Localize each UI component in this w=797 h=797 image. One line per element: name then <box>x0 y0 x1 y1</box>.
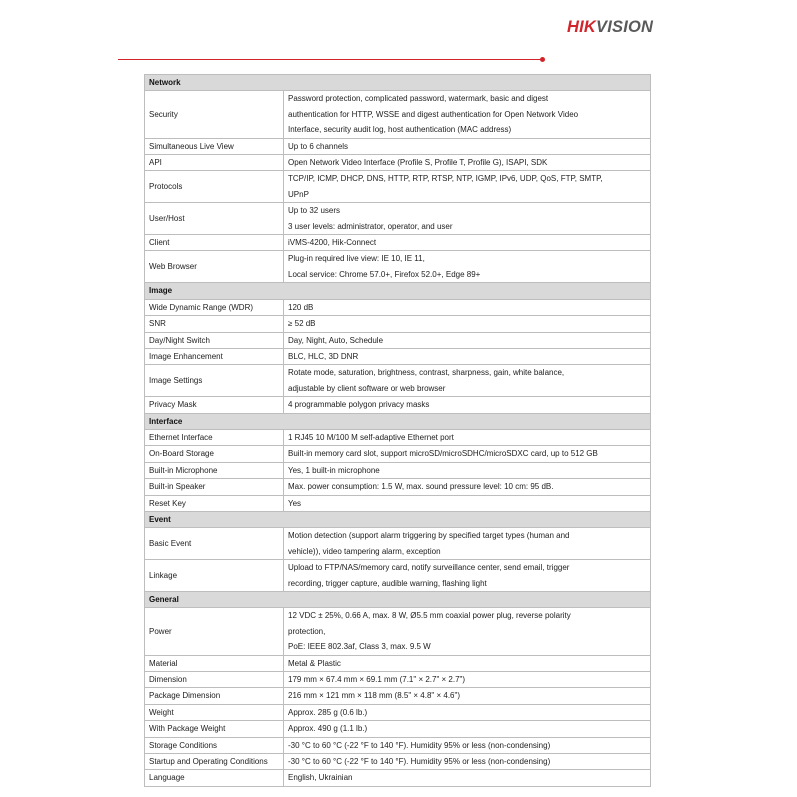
spec-label: Privacy Mask <box>145 397 284 413</box>
spec-label: Built-in Speaker <box>145 479 284 495</box>
spec-row <box>145 348 651 364</box>
spec-value-line: 3 user levels: administrator, operator, and user <box>288 221 453 231</box>
spec-value-line: Day, Night, Auto, Schedule <box>288 335 384 345</box>
spec-value <box>284 316 651 332</box>
spec-value-line: Approx. 285 g (0.6 lb.) <box>288 707 368 717</box>
spec-value <box>284 770 651 786</box>
spec-label: Dimension <box>145 672 284 688</box>
spec-value <box>284 479 651 495</box>
spec-value <box>284 495 651 511</box>
section-title: Image <box>145 283 651 299</box>
spec-row <box>145 655 651 671</box>
spec-value-line: Local service: Chrome 57.0+, Firefox 52.0+, Edge 89+ <box>288 269 481 279</box>
spec-label: Wide Dynamic Range (WDR) <box>145 299 284 315</box>
spec-row <box>145 235 651 251</box>
spec-label: Image Settings <box>145 365 284 397</box>
spec-value-line: Up to 32 users <box>288 206 341 216</box>
spec-row <box>145 316 651 332</box>
spec-value <box>284 737 651 753</box>
spec-value <box>284 655 651 671</box>
spec-value <box>284 446 651 462</box>
spec-label: With Package Weight <box>145 721 284 737</box>
spec-value-line: recording, trigger capture, audible warning, flashing light <box>288 578 487 588</box>
section-title: Network <box>145 75 651 91</box>
spec-row <box>145 688 651 704</box>
spec-label: Protocols <box>145 171 284 203</box>
spec-value <box>284 704 651 720</box>
spec-label: User/Host <box>145 203 284 235</box>
spec-value-line: Up to 6 channels <box>288 141 349 151</box>
spec-label: Power <box>145 608 284 655</box>
spec-row <box>145 672 651 688</box>
spec-row <box>145 397 651 413</box>
spec-value <box>284 608 651 655</box>
spec-label: Client <box>145 235 284 251</box>
spec-value-line: BLC, HLC, 3D DNR <box>288 351 359 361</box>
spec-value <box>284 91 651 138</box>
spec-value-line: Approx. 490 g (1.1 lb.) <box>288 724 368 734</box>
spec-value-line: -30 °C to 60 °C (-22 °F to 140 °F). Humidity 95% or less (non-condensing) <box>288 740 551 750</box>
spec-row <box>145 704 651 720</box>
spec-value <box>284 138 651 154</box>
spec-label: Simultaneous Live View <box>145 138 284 154</box>
spec-value <box>284 462 651 478</box>
spec-label: On-Board Storage <box>145 446 284 462</box>
spec-value <box>284 560 651 592</box>
spec-row <box>145 754 651 770</box>
spec-value-line: TCP/IP, ICMP, DHCP, DNS, HTTP, RTP, RTSP, NTP, IGMP, IPv6, UDP, QoS, FTP, SMTP, <box>288 174 603 184</box>
spec-row <box>145 462 651 478</box>
spec-value-line: 216 mm × 121 mm × 118 mm (8.5" × 4.8" × 4.6") <box>288 691 461 701</box>
spec-row <box>145 737 651 753</box>
spec-value-line: protection, <box>288 626 326 636</box>
spec-value-line: authentication for HTTP, WSSE and digest authentication for Open Network Video <box>288 109 579 119</box>
section-title: General <box>145 592 651 608</box>
logo-hik-text: HIK <box>567 18 597 36</box>
header-divider <box>118 59 542 60</box>
spec-label: Reset Key <box>145 495 284 511</box>
spec-label: Ethernet Interface <box>145 429 284 445</box>
spec-value <box>284 429 651 445</box>
spec-value-line: Open Network Video Interface (Profile S, Profile T, Profile G), ISAPI, SDK <box>288 158 548 168</box>
spec-value <box>284 251 651 283</box>
spec-value <box>284 397 651 413</box>
spec-row <box>145 332 651 348</box>
spec-label: Day/Night Switch <box>145 332 284 348</box>
spec-value-line: -30 °C to 60 °C (-22 °F to 140 °F). Humidity 95% or less (non-condensing) <box>288 757 551 767</box>
spec-label: Built-in Microphone <box>145 462 284 478</box>
spec-label: Basic Event <box>145 528 284 560</box>
spec-value-line: 4 programmable polygon privacy masks <box>288 400 430 410</box>
spec-row <box>145 608 651 655</box>
spec-value <box>284 528 651 560</box>
spec-value-line: Motion detection (support alarm triggering by specified target types (human and <box>288 531 570 541</box>
spec-label: API <box>145 155 284 171</box>
spec-value-line: Metal & Plastic <box>288 658 341 668</box>
spec-label: Linkage <box>145 560 284 592</box>
section-title: Event <box>145 511 651 527</box>
section-header-row <box>145 511 651 527</box>
spec-value-line: Upload to FTP/NAS/memory card, notify surveillance center, send email, trigger <box>288 563 570 573</box>
spec-value-line: Password protection, complicated password, watermark, basic and digest <box>288 94 549 104</box>
spec-value-line: ≥ 52 dB <box>288 319 316 329</box>
spec-value-line: English, Ukrainian <box>288 773 353 783</box>
section-header-row <box>145 283 651 299</box>
spec-value-line: 12 VDC ± 25%, 0.66 A, max. 8 W, Ø5.5 mm coaxial power plug, reverse polarity <box>288 611 571 621</box>
spec-row <box>145 155 651 171</box>
spec-row <box>145 203 651 235</box>
spec-value <box>284 235 651 251</box>
spec-row <box>145 770 651 786</box>
spec-value-line: 120 dB <box>288 302 314 312</box>
spec-label: Language <box>145 770 284 786</box>
spec-row <box>145 495 651 511</box>
spec-row <box>145 528 651 560</box>
spec-value-line: vehicle)), video tampering alarm, exception <box>288 546 441 556</box>
spec-value-line: Built-in memory card slot, support microSD/microSDHC/microSDXC card, up to 512 GB <box>288 449 598 459</box>
spec-label: Security <box>145 91 284 138</box>
spec-value-line: Interface, security audit log, host authentication (MAC address) <box>288 125 512 135</box>
section-title: Interface <box>145 413 651 429</box>
spec-value-line: Yes <box>288 498 302 508</box>
spec-label: Startup and Operating Conditions <box>145 754 284 770</box>
logo-vision-text: VISION <box>596 18 654 36</box>
spec-row <box>145 721 651 737</box>
spec-value <box>284 299 651 315</box>
spec-label: SNR <box>145 316 284 332</box>
spec-table <box>144 74 651 787</box>
section-header-row <box>145 592 651 608</box>
spec-row <box>145 299 651 315</box>
spec-row <box>145 479 651 495</box>
spec-value-line: adjustable by client software or web browser <box>288 383 446 393</box>
header-divider-dot <box>540 57 545 62</box>
spec-value <box>284 365 651 397</box>
spec-value-line: Yes, 1 built-in microphone <box>288 465 380 475</box>
spec-value <box>284 348 651 364</box>
spec-row <box>145 429 651 445</box>
section-header-row <box>145 413 651 429</box>
spec-value <box>284 171 651 203</box>
spec-label: Web Browser <box>145 251 284 283</box>
spec-value <box>284 203 651 235</box>
spec-value-line: 1 RJ45 10 M/100 M self-adaptive Ethernet port <box>288 432 454 442</box>
spec-value-line: 179 mm × 67.4 mm × 69.1 mm (7.1" × 2.7" × 2.7") <box>288 675 466 685</box>
spec-label: Storage Conditions <box>145 737 284 753</box>
spec-table-body <box>145 75 651 787</box>
spec-row <box>145 560 651 592</box>
spec-row <box>145 446 651 462</box>
spec-row <box>145 138 651 154</box>
hikvision-logo <box>567 18 653 37</box>
spec-value <box>284 672 651 688</box>
spec-label: Image Enhancement <box>145 348 284 364</box>
spec-label: Material <box>145 655 284 671</box>
spec-value <box>284 155 651 171</box>
spec-label: Package Dimension <box>145 688 284 704</box>
spec-value-line: UPnP <box>288 189 309 199</box>
spec-value <box>284 332 651 348</box>
spec-value <box>284 754 651 770</box>
spec-row <box>145 365 651 397</box>
spec-value-line: PoE: IEEE 802.3af, Class 3, max. 9.5 W <box>288 642 431 652</box>
spec-value-line: Rotate mode, saturation, brightness, contrast, sharpness, gain, white balance, <box>288 368 565 378</box>
spec-row <box>145 171 651 203</box>
spec-row <box>145 91 651 138</box>
spec-value-line: iVMS-4200, Hik-Connect <box>288 238 377 248</box>
spec-value-line: Max. power consumption: 1.5 W, max. sound pressure level: 10 cm: 95 dB. <box>288 482 554 492</box>
spec-row <box>145 251 651 283</box>
spec-label: Weight <box>145 704 284 720</box>
spec-value <box>284 688 651 704</box>
spec-value <box>284 721 651 737</box>
section-header-row <box>145 75 651 91</box>
spec-value-line: Plug-in required live view: IE 10, IE 11, <box>288 254 425 264</box>
